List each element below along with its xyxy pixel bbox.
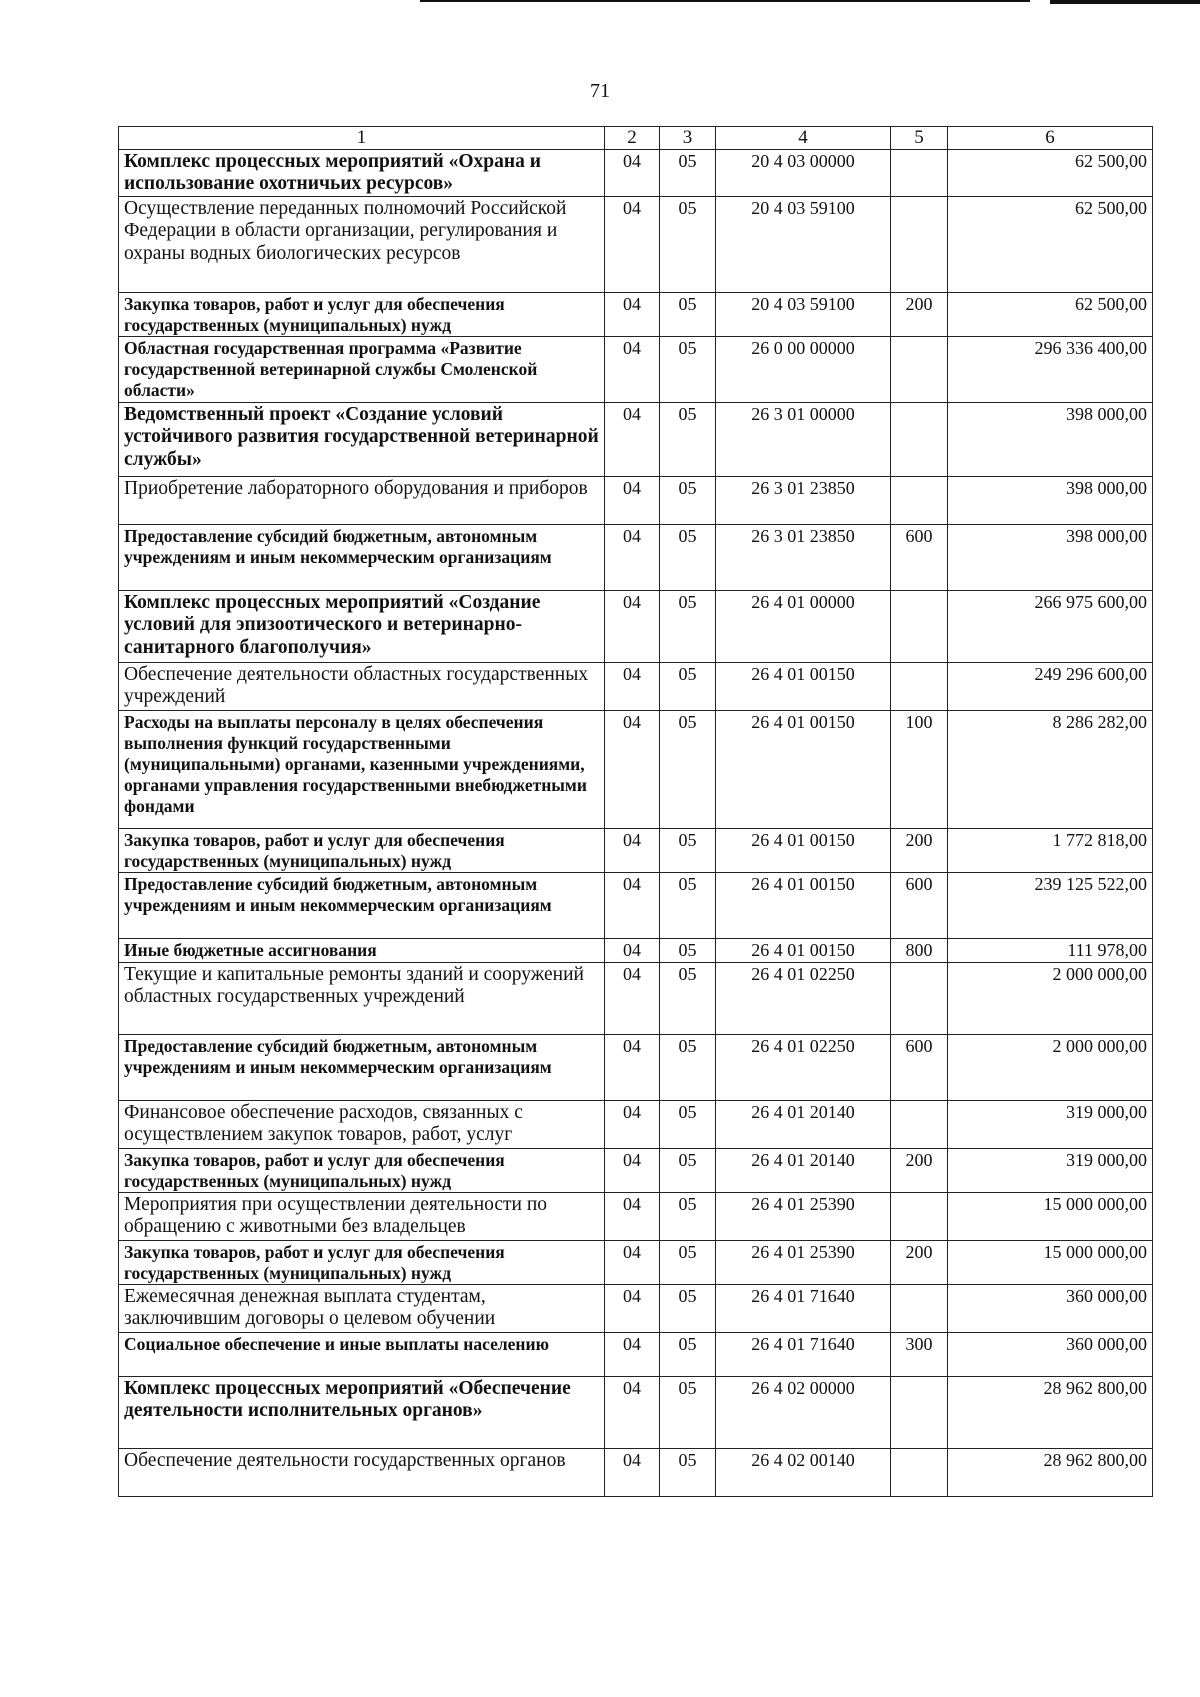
subsection-code-cell: 05 [660, 524, 716, 590]
expense-type-cell: 100 [891, 710, 948, 828]
section-code-cell: 04 [605, 336, 660, 402]
target-article-cell: 26 4 01 00150 [716, 872, 891, 938]
section-code-cell: 04 [605, 590, 660, 662]
row-name-cell: Областная государственная программа «Развитие государственной ветеринарной службы Смоленской области» [119, 336, 605, 402]
row-name-cell: Комплекс процессных мероприятий «Обеспечение деятельности исполнительных органов» [119, 1376, 605, 1448]
section-code-cell: 04 [605, 1240, 660, 1284]
amount-cell: 28 962 800,00 [948, 1448, 1153, 1496]
row-name-cell: Обеспечение деятельности областных государственных учреждений [119, 662, 605, 710]
target-article-cell: 26 4 01 25390 [716, 1192, 891, 1240]
row-name-cell: Осуществление переданных полномочий Российской Федерации в области организации, регулирования и охраны водных биологических ресурсов [119, 196, 605, 292]
expense-type-cell: 200 [891, 828, 948, 872]
table-row [119, 1148, 1153, 1192]
subsection-code-cell: 05 [660, 828, 716, 872]
target-article-cell: 20 4 03 59100 [716, 292, 891, 336]
expense-type-cell: 600 [891, 524, 948, 590]
table-row [119, 1332, 1153, 1376]
row-name-cell: Обеспечение деятельности государственных органов [119, 1448, 605, 1496]
subsection-code-cell: 05 [660, 1448, 716, 1496]
amount-cell: 15 000 000,00 [948, 1240, 1153, 1284]
expense-type-cell [891, 662, 948, 710]
table-row [119, 710, 1153, 828]
target-article-cell: 26 4 01 71640 [716, 1284, 891, 1332]
row-name-cell: Закупка товаров, работ и услуг для обеспечения государственных (муниципальных) нужд [119, 828, 605, 872]
table-row [119, 1240, 1153, 1284]
subsection-code-cell: 05 [660, 1240, 716, 1284]
header-cell: 6 [948, 127, 1153, 150]
section-code-cell: 04 [605, 1192, 660, 1240]
row-name-cell: Финансовое обеспечение расходов, связанных с осуществлением закупок товаров, работ, услуг [119, 1100, 605, 1148]
row-name-cell: Ежемесячная денежная выплата студентам, заключившим договоры о целевом обучении [119, 1284, 605, 1332]
row-name-cell: Закупка товаров, работ и услуг для обеспечения государственных (муниципальных) нужд [119, 1148, 605, 1192]
amount-cell: 398 000,00 [948, 476, 1153, 524]
target-article-cell: 26 4 02 00000 [716, 1376, 891, 1448]
amount-cell: 266 975 600,00 [948, 590, 1153, 662]
target-article-cell: 26 4 01 02250 [716, 962, 891, 1034]
subsection-code-cell: 05 [660, 938, 716, 962]
row-name-cell: Комплекс процессных мероприятий «Охрана и использование охотничьих ресурсов» [119, 149, 605, 196]
expense-type-cell [891, 1284, 948, 1332]
amount-cell: 111 978,00 [948, 938, 1153, 962]
section-code-cell: 04 [605, 1332, 660, 1376]
amount-cell: 2 000 000,00 [948, 962, 1153, 1034]
section-code-cell: 04 [605, 710, 660, 828]
target-article-cell: 26 0 00 00000 [716, 336, 891, 402]
section-code-cell: 04 [605, 524, 660, 590]
table-row [119, 590, 1153, 662]
target-article-cell: 26 4 01 20140 [716, 1148, 891, 1192]
target-article-cell: 26 4 02 00140 [716, 1448, 891, 1496]
expense-type-cell [891, 1100, 948, 1148]
subsection-code-cell: 05 [660, 1192, 716, 1240]
subsection-code-cell: 05 [660, 196, 716, 292]
table-row [119, 1284, 1153, 1332]
amount-cell: 249 296 600,00 [948, 662, 1153, 710]
row-name-cell: Иные бюджетные ассигнования [119, 938, 605, 962]
amount-cell: 2 000 000,00 [948, 1034, 1153, 1100]
section-code-cell: 04 [605, 1148, 660, 1192]
expense-type-cell: 200 [891, 1240, 948, 1284]
amount-cell: 319 000,00 [948, 1100, 1153, 1148]
table-row [119, 476, 1153, 524]
amount-cell: 398 000,00 [948, 402, 1153, 476]
row-name-cell: Текущие и капитальные ремонты зданий и сооружений областных государственных учреждений [119, 962, 605, 1034]
target-article-cell: 26 3 01 00000 [716, 402, 891, 476]
section-code-cell: 04 [605, 196, 660, 292]
section-code-cell: 04 [605, 292, 660, 336]
header-cell: 5 [891, 127, 948, 150]
table-row [119, 149, 1153, 196]
amount-cell: 62 500,00 [948, 196, 1153, 292]
table-row [119, 962, 1153, 1034]
subsection-code-cell: 05 [660, 1332, 716, 1376]
expense-type-cell [891, 1448, 948, 1496]
row-name-cell: Ведомственный проект «Создание условий устойчивого развития государственной ветеринарной службы» [119, 402, 605, 476]
expense-type-cell: 300 [891, 1332, 948, 1376]
subsection-code-cell: 05 [660, 336, 716, 402]
header-cell: 4 [716, 127, 891, 150]
section-code-cell: 04 [605, 1448, 660, 1496]
target-article-cell: 26 4 01 20140 [716, 1100, 891, 1148]
section-code-cell: 04 [605, 872, 660, 938]
table-row [119, 662, 1153, 710]
budget-table [118, 126, 1153, 1497]
row-name-cell: Комплекс процессных мероприятий «Создание условий для эпизоотического и ветеринарно-санитарного благополучия» [119, 590, 605, 662]
row-name-cell: Закупка товаров, работ и услуг для обеспечения государственных (муниципальных) нужд [119, 1240, 605, 1284]
section-code-cell: 04 [605, 662, 660, 710]
row-name-cell: Расходы на выплаты персоналу в целях обеспечения выполнения функций государственными (муниципальными) органами, казенными учреждениями, органами управления государственными внебюджетными фондами [119, 710, 605, 828]
table-row [119, 402, 1153, 476]
section-code-cell: 04 [605, 1284, 660, 1332]
scan-edge-mark [420, 0, 1030, 2]
table-row [119, 1192, 1153, 1240]
subsection-code-cell: 05 [660, 872, 716, 938]
header-cell: 1 [119, 127, 605, 150]
amount-cell: 28 962 800,00 [948, 1376, 1153, 1448]
target-article-cell: 26 4 01 00150 [716, 938, 891, 962]
table-row [119, 292, 1153, 336]
amount-cell: 360 000,00 [948, 1332, 1153, 1376]
table-row [119, 336, 1153, 402]
target-article-cell: 26 4 01 00150 [716, 828, 891, 872]
amount-cell: 319 000,00 [948, 1148, 1153, 1192]
amount-cell: 8 286 282,00 [948, 710, 1153, 828]
table-row [119, 938, 1153, 962]
target-article-cell: 26 4 01 02250 [716, 1034, 891, 1100]
expense-type-cell: 200 [891, 292, 948, 336]
target-article-cell: 26 4 01 25390 [716, 1240, 891, 1284]
expense-type-cell [891, 336, 948, 402]
target-article-cell: 26 4 01 00150 [716, 662, 891, 710]
row-name-cell: Социальное обеспечение и иные выплаты населению [119, 1332, 605, 1376]
subsection-code-cell: 05 [660, 402, 716, 476]
amount-cell: 62 500,00 [948, 292, 1153, 336]
expense-type-cell [891, 476, 948, 524]
section-code-cell: 04 [605, 828, 660, 872]
amount-cell: 1 772 818,00 [948, 828, 1153, 872]
target-article-cell: 26 4 01 00000 [716, 590, 891, 662]
amount-cell: 239 125 522,00 [948, 872, 1153, 938]
amount-cell: 15 000 000,00 [948, 1192, 1153, 1240]
expense-type-cell [891, 149, 948, 196]
target-article-cell: 26 3 01 23850 [716, 476, 891, 524]
table-row [119, 524, 1153, 590]
subsection-code-cell: 05 [660, 962, 716, 1034]
expense-type-cell [891, 196, 948, 292]
subsection-code-cell: 05 [660, 292, 716, 336]
amount-cell: 360 000,00 [948, 1284, 1153, 1332]
row-name-cell: Мероприятия при осуществлении деятельности по обращению с животными без владельцев [119, 1192, 605, 1240]
expense-type-cell [891, 962, 948, 1034]
subsection-code-cell: 05 [660, 662, 716, 710]
header-cell: 3 [660, 127, 716, 150]
section-code-cell: 04 [605, 476, 660, 524]
table-row [119, 1448, 1153, 1496]
target-article-cell: 26 4 01 00150 [716, 710, 891, 828]
table-row [119, 1034, 1153, 1100]
section-code-cell: 04 [605, 1034, 660, 1100]
table-row [119, 872, 1153, 938]
row-name-cell: Предоставление субсидий бюджетным, автономным учреждениям и иным некоммерческим организациям [119, 1034, 605, 1100]
subsection-code-cell: 05 [660, 1284, 716, 1332]
section-code-cell: 04 [605, 402, 660, 476]
amount-cell: 296 336 400,00 [948, 336, 1153, 402]
subsection-code-cell: 05 [660, 1034, 716, 1100]
header-row [119, 127, 1153, 150]
expense-type-cell [891, 590, 948, 662]
expense-type-cell [891, 1192, 948, 1240]
section-code-cell: 04 [605, 938, 660, 962]
section-code-cell: 04 [605, 962, 660, 1034]
subsection-code-cell: 05 [660, 710, 716, 828]
scan-edge-mark [1050, 0, 1200, 4]
table-row [119, 1376, 1153, 1448]
expense-type-cell: 800 [891, 938, 948, 962]
section-code-cell: 04 [605, 149, 660, 196]
target-article-cell: 20 4 03 59100 [716, 196, 891, 292]
row-name-cell: Закупка товаров, работ и услуг для обеспечения государственных (муниципальных) нужд [119, 292, 605, 336]
table-row [119, 828, 1153, 872]
row-name-cell: Предоставление субсидий бюджетным, автономным учреждениям и иным некоммерческим организациям [119, 524, 605, 590]
target-article-cell: 26 4 01 71640 [716, 1332, 891, 1376]
expense-type-cell: 600 [891, 872, 948, 938]
target-article-cell: 26 3 01 23850 [716, 524, 891, 590]
table-row [119, 1100, 1153, 1148]
subsection-code-cell: 05 [660, 149, 716, 196]
amount-cell: 62 500,00 [948, 149, 1153, 196]
table-row [119, 196, 1153, 292]
row-name-cell: Приобретение лабораторного оборудования и приборов [119, 476, 605, 524]
expense-type-cell: 200 [891, 1148, 948, 1192]
page-number: 71 [590, 80, 610, 102]
amount-cell: 398 000,00 [948, 524, 1153, 590]
subsection-code-cell: 05 [660, 590, 716, 662]
subsection-code-cell: 05 [660, 476, 716, 524]
header-cell: 2 [605, 127, 660, 150]
subsection-code-cell: 05 [660, 1100, 716, 1148]
subsection-code-cell: 05 [660, 1376, 716, 1448]
expense-type-cell [891, 402, 948, 476]
row-name-cell: Предоставление субсидий бюджетным, автономным учреждениям и иным некоммерческим организациям [119, 872, 605, 938]
section-code-cell: 04 [605, 1100, 660, 1148]
target-article-cell: 20 4 03 00000 [716, 149, 891, 196]
expense-type-cell: 600 [891, 1034, 948, 1100]
section-code-cell: 04 [605, 1376, 660, 1448]
subsection-code-cell: 05 [660, 1148, 716, 1192]
expense-type-cell [891, 1376, 948, 1448]
table-body [119, 149, 1153, 1496]
